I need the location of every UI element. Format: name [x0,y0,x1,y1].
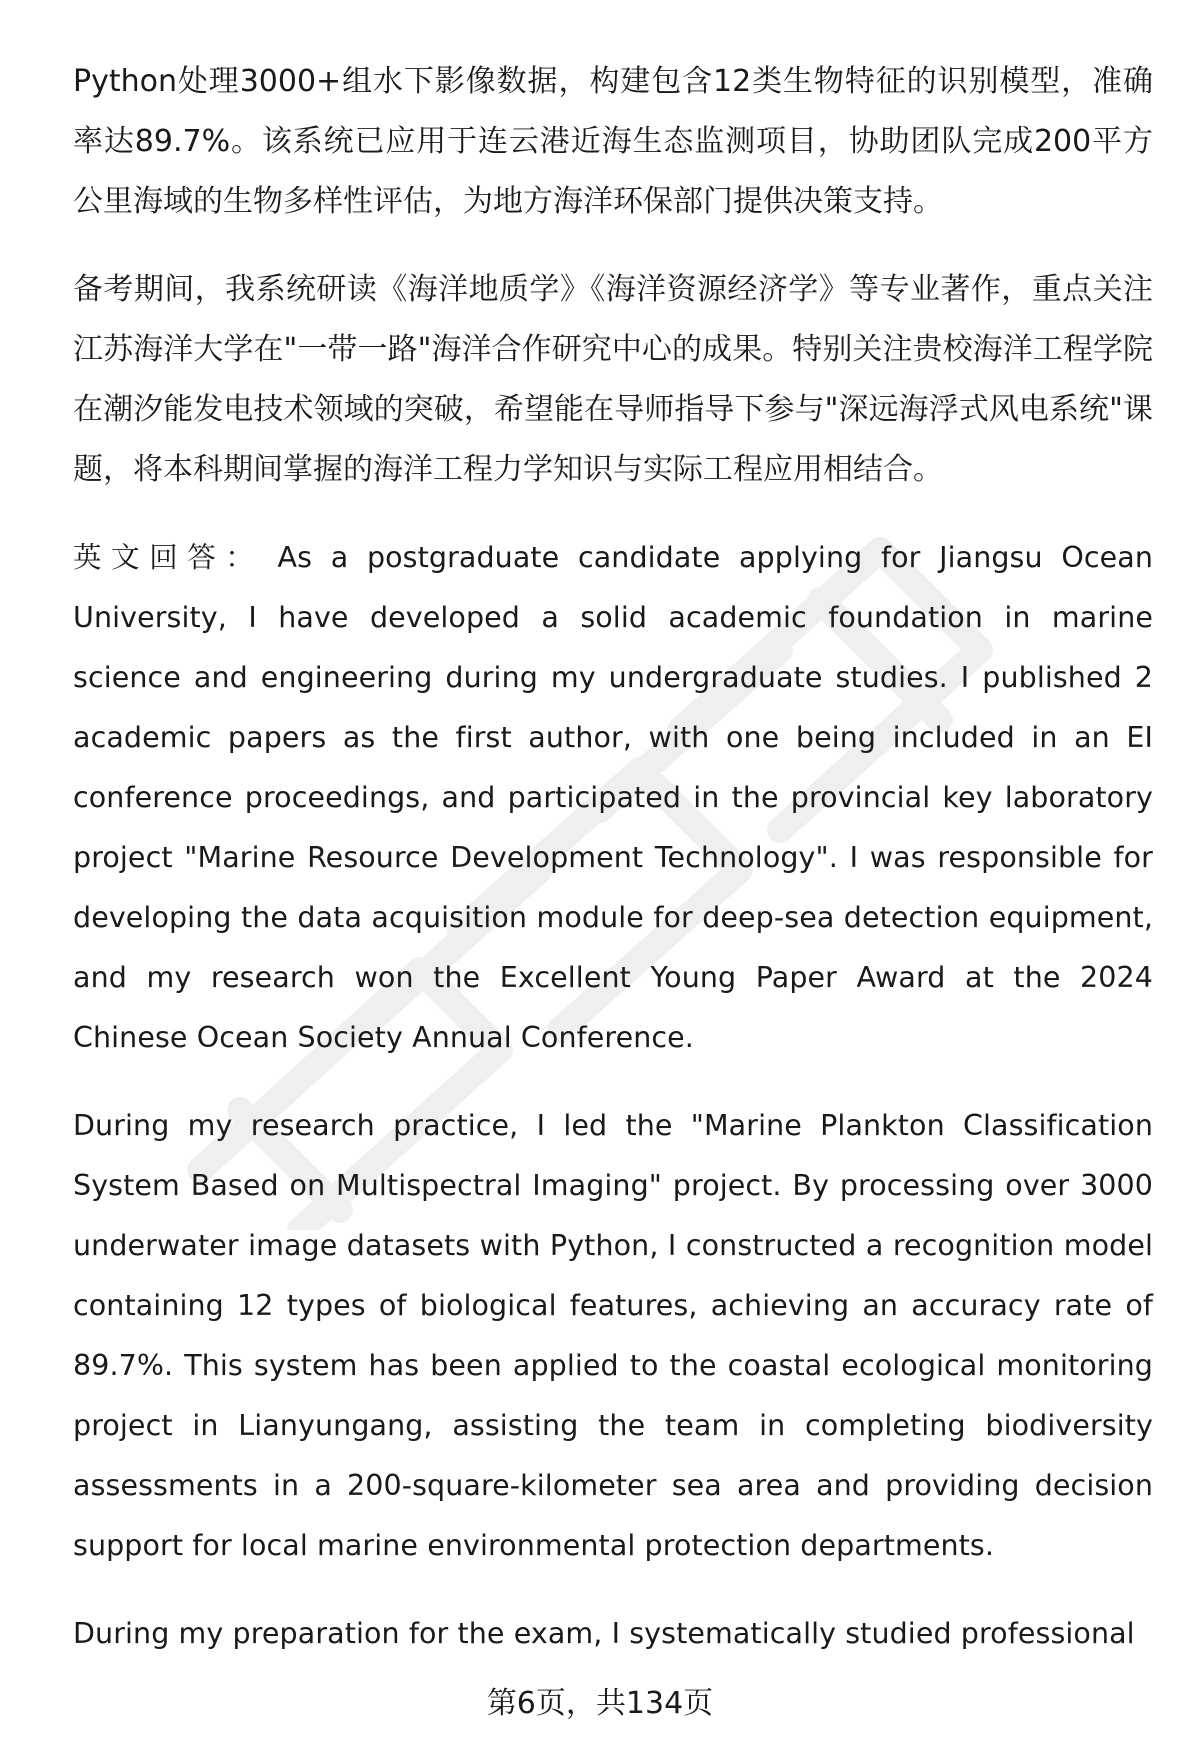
english-answer-label: 英文回答： [73,541,264,574]
paragraph-cn-1: Python处理3000+组水下影像数据，构建包含12类生物特征的识别模型，准确率达89.7%。该系统已应用于连云港近海生态监测项目，协助团队完成200平方公里海域的生物多样性评估，为地方海洋环保部门提供决策支持。 [73,64,1153,219]
paragraph-en-3: During my preparation for the exam, I systematically studied professional [73,1617,1135,1650]
paragraph-en-2: During my research practice, I led the "Marine Plankton Classification System Based on Multispectral Imaging" project. By processing over 3000 underwater image datasets with Python, I constructed a recognition model containing 12 types of biological features, achieving an accuracy rate of 89.7%. This system has been applied to the coastal ecological monitoring project in Lianyungang, assisting the team in completing biodiversity assessments in a 200-square-kilometer sea area and providing decision support for local marine environmental protection departments. [73,1109,1153,1562]
document-body [73,52,1153,1692]
paragraph-cn-2: 备考期间，我系统研读《海洋地质学》《海洋资源经济学》等专业著作，重点关注江苏海洋大学在"一带一路"海洋合作研究中心的成果。特别关注贵校海洋工程学院在潮汐能发电技术领域的突破，希望能在导师指导下参与"深远海浮式风电系统"课题，将本科期间掌握的海洋工程力学知识与实际工程应用相结合。 [73,272,1153,487]
paragraph-en-1 [73,528,1153,1068]
page-number-footer: 第6页，共134页 [486,1686,714,1721]
paragraph-en-1-text: As a postgraduate candidate applying for Jiangsu Ocean University, I have developed a solid academic foundation in marine science and engineering during my undergraduate studies. I published 2 academic papers as the first author, with one being included in an EI conference proceedings, and participated in the provincial key laboratory project "Marine Resource Development Technology". I was responsible for developing the data acquisition module for deep-sea detection equipment, and my research won the Excellent Young Paper Award at the 2024 Chinese Ocean Society Annual Conference. [73,541,1153,1054]
